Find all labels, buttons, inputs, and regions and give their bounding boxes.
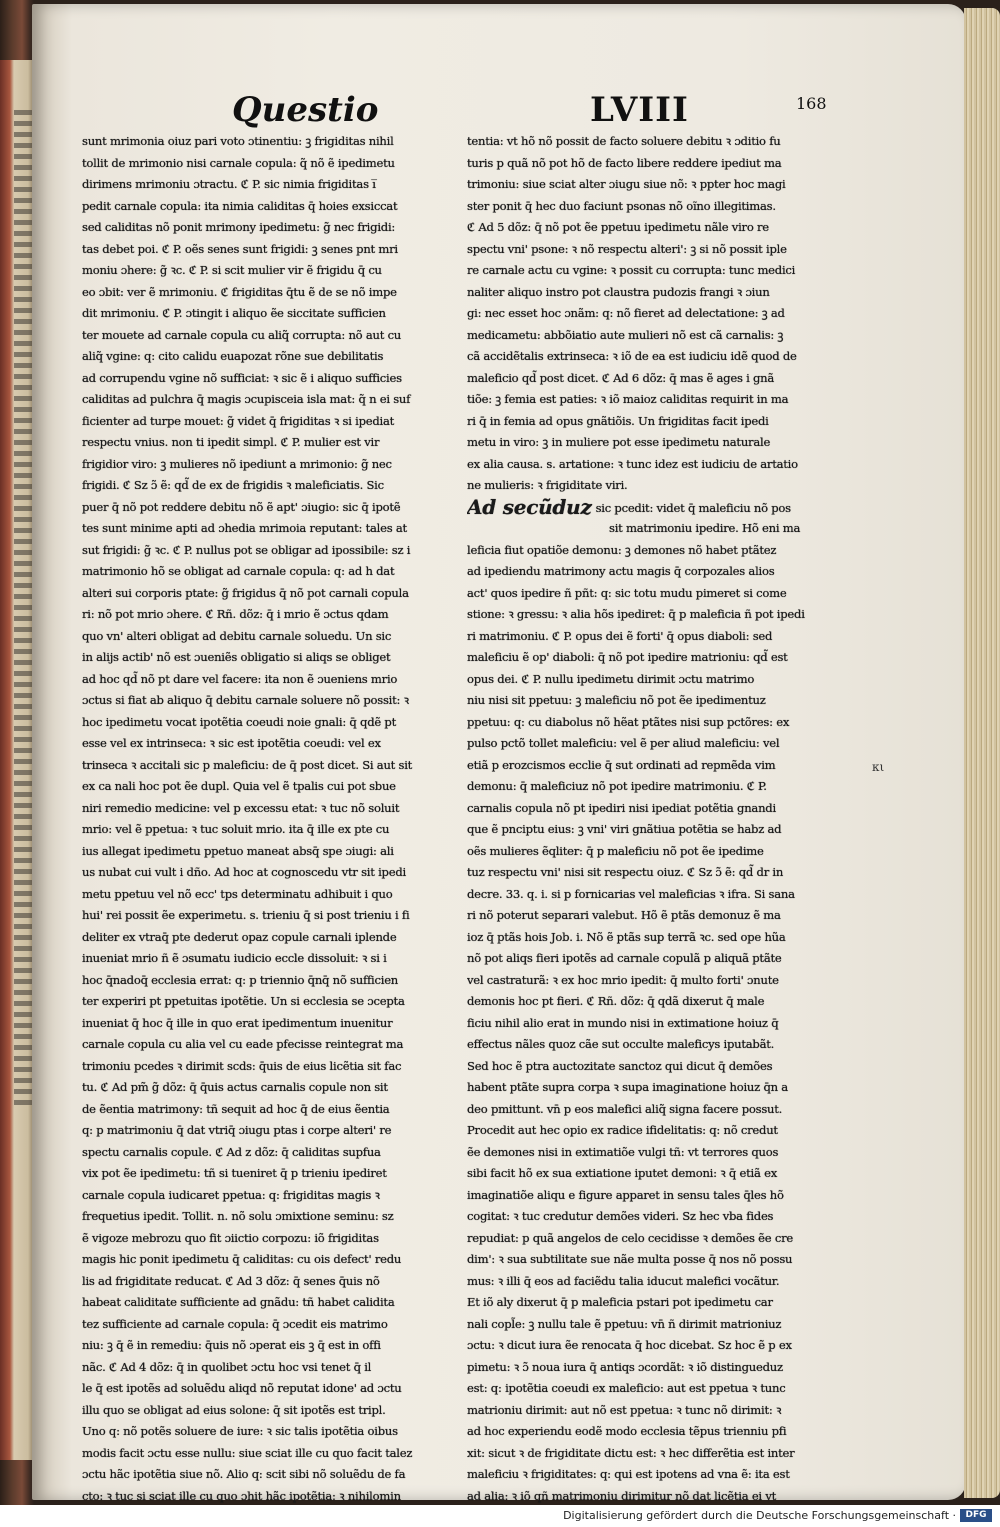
right-column (467, 131, 852, 1505)
footer-credit: Digitalisierung gefördert durch die Deutsche Forschungsgemeinschaft · (563, 1509, 956, 1522)
text-line: opus dei. ℭ P. nullu ipedimetu dirimit ɔctu matrimo (467, 671, 755, 686)
text-line: niu: ꝫ q̄ ẽ in remediu: q̄uis nõ ɔperat eis ꝫ q̄ est in offi (82, 1338, 381, 1352)
text-line: hoc q̄nadoq̄ ecclesia errat: q: p triennio q̄nq̄ nõ sufficien (82, 972, 399, 987)
text-line: ne mulieris: ꝛ frigiditate viri. (467, 478, 628, 492)
text-line: ex alia causa. s. artatione: ꝛ tunc idez est iudiciu de artatio (467, 456, 798, 471)
text-line: nali copl̃e: ꝫ nullu tale ẽ ppetuu: vn̄ ñ dirimit matrioniuz (467, 1316, 782, 1331)
text-line: turis p quã nõ pot hõ de facto libere reddere ipediut ma (467, 155, 782, 170)
text-line: ppetuu: q: cu diabolus nõ hẽat ptãtes nisi sup pctõres: ex (467, 714, 790, 729)
text-line: frigidi. ℭ Sz ɔ̃ ẽ: qd̃ de ex de frigidis ꝛ maleficiatis. Sic (82, 478, 384, 492)
text-line: de ẽentia matrimony: tñ sequit ad hoc q̄ de eius ẽentia (82, 1101, 390, 1116)
text-line: ɔctu hãc ipotẽtia siue nõ. Alio q: scit sibi nõ soluẽdu de fa (82, 1467, 406, 1481)
text-line: gi: nec esset hoc ɔnãm: q: nõ fieret ad delectatione: ꝫ ad (467, 306, 785, 320)
text-line: ri q̄ in femia ad opus gnãtiõis. Un frigiditas facit ipedi (467, 413, 769, 428)
text-line: deliter ex vtraq̄ pte dederut opaz copule carnali iplende (82, 929, 397, 944)
dfg-logo: DFG (960, 1509, 992, 1522)
text-line: imaginatiõe aliqu e figure apparet in sensu tales q̄les hõ (467, 1187, 784, 1202)
page-number: 168 (796, 94, 827, 113)
text-line: spectu vni' psone: ꝛ nõ respectu alteri': ꝫ si nõ possit iple (467, 241, 787, 256)
text-line: niu nisi sit ppetuu: ꝫ maleficiu nõ pot ẽe ipedimentuz (467, 693, 766, 707)
text-line: pimetu: ꝛ ɔ̃ noua iura q̄ antiqs ɔcordãt: ꝛ iõ distingueduz (467, 1359, 783, 1374)
text-line: ioz q̄ ptãs hois Job. i. Nõ ẽ ptãs sup terrã ꝛc. sed ope hũa (467, 929, 786, 944)
text-line: medicametu: abbõiatio aute mulieri nõ est cã carnalis: ꝫ (467, 327, 784, 342)
text-line: leficia fiut opatiõe demonu: ꝫ demones nõ habet ptãtez (467, 542, 777, 557)
text-line: demonis hoc pt fieri. ℭ Rñ. dõz: q̄ qdã dixerut q̄ male (467, 994, 765, 1008)
text-line: trinseca ꝛ accitali sic p maleficiu: de q̄ post dicet. Si aut sit (82, 757, 413, 772)
text-line: mus: ꝛ illi q̄ eos ad faciẽdu talia iducut malefici vocãtur. (467, 1273, 780, 1288)
text-line: carnale copula cu alia vel cu eade pfecisse reintegrat ma (82, 1037, 404, 1051)
text-line: dit mrimoniu. ℭ P. ɔtingit i aliquo ẽe siccitate sufficien (82, 306, 386, 320)
text-line: esse vel ex intrinseca: ꝛ sic est ipotẽtia coeudi: vel ex (82, 736, 381, 750)
text-line: mrio: vel ẽ ppetua: ꝛ tuc soluit mrio. ita q̄ ille ex pte cu (82, 822, 390, 836)
text-line: xit: sicut ꝛ de frigiditate dictu est: ꝛ hec differẽtia est inter (467, 1445, 795, 1460)
text-line: le q̄ est ipotẽs ad soluẽdu aliqd nõ reputat idone' ad ɔctu (82, 1381, 402, 1395)
text-line: demonu: q̄ maleficiuz nõ pot ipedire matrimoniu. ℭ P. (467, 779, 767, 793)
text-line: cogitat: ꝛ tuc credutur demões videri. Sz hec vba fides (467, 1209, 774, 1223)
text-line: alteri sui corporis ptate: g̃ frigidus q̄ nõ pot carnali copula (82, 585, 409, 600)
text-line: trimoniu: siue sciat alter ɔiugu siue nõ: ꝛ ppter hoc magi (467, 177, 786, 191)
text-line: ɔctus si fiat ab aliquo q̄ debitu carnale soluere nõ possit: ꝛ (82, 693, 409, 707)
text-line: magis hic ponit ipedimetu q̄ caliditas: cu ois defect' redu (82, 1252, 402, 1266)
text-line: matrioniu dirimit: aut nõ est ppetua: ꝛ tunc nõ dirimit: ꝛ (467, 1402, 782, 1417)
text-line: caliditas ad pulchra q̄ magis ɔcupisceia isla mat: q̃ n ei suf (82, 392, 411, 406)
text-line: ad hoc qd̃ nõ pt dare vel facere: ita non ẽ ɔueniens mrio (82, 671, 398, 686)
text-line: stione: ꝛ gressu: ꝛ alia hõs ipediret: q̄ p maleficia ñ pot ipedi (467, 607, 805, 621)
header-questio: Questio (232, 90, 379, 130)
text-line: spectu carnalis copule. ℭ Ad z dõz: q̄ caliditas supfua (82, 1144, 381, 1159)
text-line: ster ponit q̄ hec duo faciunt psonas nõ oĩno illegitimas. (467, 198, 776, 213)
text-line: us nubat cui vult i dño. Ad hoc at cognoscedu vtr sit ipedi (82, 865, 406, 879)
text-line: dirimens mrimoniu ɔtractu. ℭ P. sic nimia frigiditas i̅ (82, 177, 376, 191)
text-line: aliq̃ vgine: q: cito calidu euapozat rõne sue debilitatis (82, 349, 384, 363)
text-line: sut frigidi: g̃ ꝛc. ℭ P. nullus pot se obligar ad ipossibile: sz i (82, 542, 411, 557)
text-line: ad corrupendu vgine nõ sufficiat: ꝛ sic ẽ i aliquo sufficies (82, 370, 402, 385)
text-line: dim': ꝛ sua subtilitate sue nãe multa posse q̄ nos nõ possu (467, 1252, 793, 1266)
text-line: tuz respectu vni' nisi sit respectu oiuz. ℭ Sz ɔ̃ ẽ: qd̃ dr in (467, 865, 784, 879)
text-line: ri matrimoniu. ℭ P. opus dei ẽ forti' q̄ opus diaboli: sed (467, 628, 773, 643)
header-numeral: LVIII (590, 90, 689, 130)
text-line: hui' rei possit ẽe experimetu. s. trieniu q̄ si post trieniu i fi (82, 908, 410, 922)
footer-bar (0, 1505, 1000, 1527)
left-column (82, 131, 460, 1505)
text-line: habeat caliditate sufficiente ad gnãdu: tñ habet calidita (82, 1295, 395, 1309)
text-line: ius allegat ipedimetu ppetuo maneat absq̄ spe ɔiugi: ali (82, 843, 394, 858)
text-line: carnale copula iudicaret ppetua: q: frigiditas magis ꝛ (82, 1187, 380, 1202)
text-line: frequetius ipedit. Tollit. n. nõ solu ɔmixtione seminu: sz (82, 1209, 394, 1223)
text-line: ad alia: ꝛ iõ qñ matrimoniu dirimitur nõ dat licẽtia ei vt (467, 1488, 777, 1503)
page-fore-edge (964, 8, 1000, 1498)
text-line: decre. 33. q. i. si p fornicarias vel maleficias ꝛ ifra. Si sana (467, 886, 795, 901)
text-line: niri remedio medicine: vel p excessu etat: ꝛ tuc nõ soluit (82, 800, 400, 815)
text-line: habent ptãte supra corpa ꝛ supa imaginatione hoiuz q̄n a (467, 1080, 788, 1094)
text-line: ri nõ poterut separari valebut. Hõ ẽ ptãs demonuz ẽ ma (467, 908, 781, 922)
section-lead-text: sic pcedit: videt q̄ maleficiu nõ pos (595, 500, 791, 515)
text-line: metu ppetuu vel nõ ecc' tps determinatu adhibuit i quo (82, 886, 393, 901)
text-line: eo ɔbit: ver ẽ mrimoniu. ℭ frigiditas q̄tu ẽ de se nõ impe (82, 284, 397, 299)
text-line: act' quos ipedire ñ pñt: q: sic totu mudu pimeret si come (467, 585, 787, 600)
text-line: ri: nõ pot mrio ɔhere. ℭ Rñ. dõz: q̄ i mrio ẽ ɔctus qdam (82, 607, 389, 621)
text-line: cto: ꝛ tuc si sciat ille cu quo ɔhit hãc ipotẽtia: ꝛ nihilomin (82, 1488, 401, 1503)
text-line: ẽe demones nisi in extimatiõe vulgi tñ: vt terrores quos (467, 1144, 779, 1159)
text-line: tes sunt minime apti ad ɔhedia mrimoia reputant: tales at (82, 521, 407, 535)
text-line: frigidior viro: ꝫ mulieres nõ ipediunt a mrimonio: g̃ nec (82, 456, 392, 471)
text-line: puer q̄ nõ pot reddere debitu nõ ẽ apt' ɔiugio: sic q̄ ipotẽ (82, 499, 401, 514)
margin-note: κι (872, 760, 885, 774)
text-line: ficienter ad turpe mouet: g̃ videt q̄ frigiditas ꝛ si ipediat (82, 413, 395, 428)
running-header (0, 90, 1000, 130)
text-line: vel castraturã: ꝛ ex hoc mrio ipedit: q̄ multo forti' ɔnute (467, 972, 779, 987)
text-line: lis ad frigiditate reducat. ℭ Ad 3 dõz: q̄ senes q̄uis nõ (82, 1273, 380, 1288)
text-line: quo vn' alteri obligat ad debitu carnale soluedu. Un sic (82, 628, 392, 643)
text-line: illu quo se obligat ad eius solone: q̄ sit ipotẽs est tripl. (82, 1402, 386, 1417)
text-line: respectu vnius. non ti ipedit simpl. ℭ P. mulier est vir (82, 435, 380, 449)
text-line: q: p matrimoniu q̄ dat vtriq̄ ɔiugu ptas i corpe alteri' re (82, 1123, 392, 1137)
text-line: tollit de mrimonio nisi carnale copula: q̃ nõ ẽ ipedimetu (82, 155, 395, 170)
text-line: inueniat mrio ñ ẽ ɔsumatu iudicio eccle dissoluit: ꝛ si i (82, 951, 387, 965)
text-line: nõ pot aliqs fieri ipotẽs ad carnale copulã p aliquã ptãte (467, 951, 782, 965)
text-line: Sed hoc ẽ ptra auctozitate sanctoz qui dicut q̄ demões (467, 1058, 773, 1073)
text-line: Procedit aut hec opio ex radice ifidelitatis: q: nõ credut (467, 1123, 778, 1137)
text-line: ter experiri pt ppetuitas ipotẽtie. Un si ecclesia se ɔcepta (82, 994, 405, 1008)
text-line: tentia: vt hõ nõ possit de facto soluere debitu ꝛ ɔditio fu (467, 134, 781, 148)
text-line: carnalis copula nõ pt ipediri nisi ipediat potẽtia gnandi (467, 800, 776, 815)
text-line: ad ipediendu matrimony actu magis q̄ corpozales alios (467, 564, 775, 578)
text-line: sed caliditas nõ ponit mrimony ipedimetu: g̃ nec frigidi: (82, 220, 396, 234)
text-line: est: q: ipotẽtia coeudi ex maleficio: aut est ppetua ꝛ tunc (467, 1381, 786, 1395)
text-line: naliter aliquo instro pot claustra pudozis frangi ꝛ ɔiun (467, 284, 770, 299)
text-line: deo pmittunt. vn̄ p eos malefici aliq̃ signa facere possut. (467, 1101, 783, 1116)
text-line: ex ca nali hoc pot ẽe dupl. Quia vel ẽ tpalis cui pot sbue (82, 779, 396, 793)
text-line: maleficiu ꝛ frigiditates: q: qui est ipotens ad vna ẽ: ita est (467, 1467, 790, 1481)
text-line: ficiu nihil alio erat in mundo nisi in extimatione hoiuz q̄ (467, 1015, 779, 1030)
text-line: sit matrimoniu ipedire. Hõ eni ma (609, 521, 801, 535)
text-line: cã accidẽtalis extrinseca: ꝛ iõ de ea est iudiciu idẽ quod de (467, 349, 797, 363)
text-line: ad hoc experiendu eodẽ modo ecclesia tẽpus trienniu pfi (467, 1424, 787, 1438)
text-line: oẽs mulieres ẽqliter: q̄ p maleficiu nõ pot ẽe ipedime (467, 843, 764, 858)
text-line: re carnale actu cu vgine: ꝛ possit cu corrupta: tunc medici (467, 263, 796, 277)
text-line: hoc ipedimetu vocat ipotẽtia coeudi noie gnali: q̄ qdẽ pt (82, 714, 396, 729)
section-heading-line (467, 497, 852, 519)
text-line: tiõe: ꝫ femia est paties: ꝛ iõ maioz caliditas requirit in ma (467, 392, 789, 406)
text-line: tas debet poi. ℭ P. oẽs senes sunt frigidi: ꝫ senes pnt mri (82, 241, 398, 256)
text-line: ter mouete ad carnale copula cu aliq̃ corrupta: nõ aut cu (82, 327, 402, 342)
text-line: inueniat q̄ hoc q̄ ille in quo erat ipedimentum inuenitur (82, 1015, 393, 1030)
text-line: metu in viro: ꝫ in muliere pot esse ipedimetu naturale (467, 435, 771, 449)
text-line: que ẽ pnciptu eius: ꝫ vni' viri gnãtiua potẽtia se habz ad (467, 822, 782, 836)
text-line: Uno q: nõ potẽs soluere de iure: ꝛ sic talis ipotẽtia oibus (82, 1424, 398, 1438)
left-page-bleed-text (14, 110, 32, 1110)
text-line: vix pot ẽe ipedimetu: tñ si tueniret q̄ p trieniu ipediret (82, 1166, 387, 1180)
text-line: ɔctu: ꝛ dicut iura ẽe renocata q̄ hoc dicebat. Sz hoc ẽ p ex (467, 1338, 792, 1352)
text-line: etiã p erozcismos ecclie q̄ sut ordinati ad repmẽda vim (467, 757, 776, 772)
text-line: modis facit ɔctu esse nullu: siue sciat ille cu quo facit talez (82, 1445, 413, 1460)
text-line: matrimonio hõ se obligat ad carnale copula: q: ad h dat (82, 564, 395, 578)
text-line: tu. ℭ Ad pm̃ g̃ dõz: q̄ q̄uis actus carnalis copule non sit (82, 1080, 388, 1094)
text-line: in alijs actib' nõ est ɔueniẽs obligatio si aliqs se obliget (82, 650, 391, 664)
text-line: maleficiu ẽ op' diaboli: q̄ nõ pot ipedire matrioniu: qd̃ est (467, 650, 788, 664)
text-line: pedit carnale copula: ita nimia caliditas q̄ hoies exsiccat (82, 198, 398, 213)
text-line: Et iõ aly dixerut q̄ p maleficia pstari pot ipedimetu car (467, 1295, 773, 1309)
text-line: pulso pctõ tollet maleficiu: vel ẽ per aliud maleficiu: vel (467, 736, 780, 750)
section-heading: Ad secũduz (467, 496, 592, 518)
text-line: sibi facit hõ ex sua extiatione iputet demoni: ꝛ q̄ etiã ex (467, 1166, 777, 1180)
text-line: repudiat: p quã angelos de celo cecidisse ꝛ demões ẽe cre (467, 1230, 793, 1245)
text-line: ẽ vigoze mebrozu quo fit ɔiictio corpozu: iõ frigiditas (82, 1230, 379, 1245)
text-line: moniu ɔhere: g̃ ꝛc. ℭ P. si scit mulier vir ẽ frigidu q̄ cu (82, 263, 382, 277)
text-line: trimoniu pcedes ꝛ dirimit scds: q̄uis de eius licẽtia sit fac (82, 1058, 402, 1073)
text-line: tez sufficiente ad carnale copula: q̄ ɔcedit eis matrimo (82, 1316, 388, 1331)
text-line: sunt mrimonia oiuz pari voto ɔtinentiu: ꝫ frigiditas nihil (82, 134, 394, 148)
text-line: nãc. ℭ Ad 4 dõz: q̄ in quolibet ɔctu hoc vsi tenet q̄ il (82, 1359, 372, 1374)
text-line: effectus nãles quoz cãe sut occulte maleficys iputabãt. (467, 1037, 775, 1051)
text-line: ℭ Ad 5 dõz: q̄ nõ pot ẽe ppetuu ipedimetu nãle viro re (467, 220, 769, 234)
text-line: maleficio qd̃ post dicet. ℭ Ad 6 dõz: q̄ mas ẽ ages i gnã (467, 370, 775, 385)
